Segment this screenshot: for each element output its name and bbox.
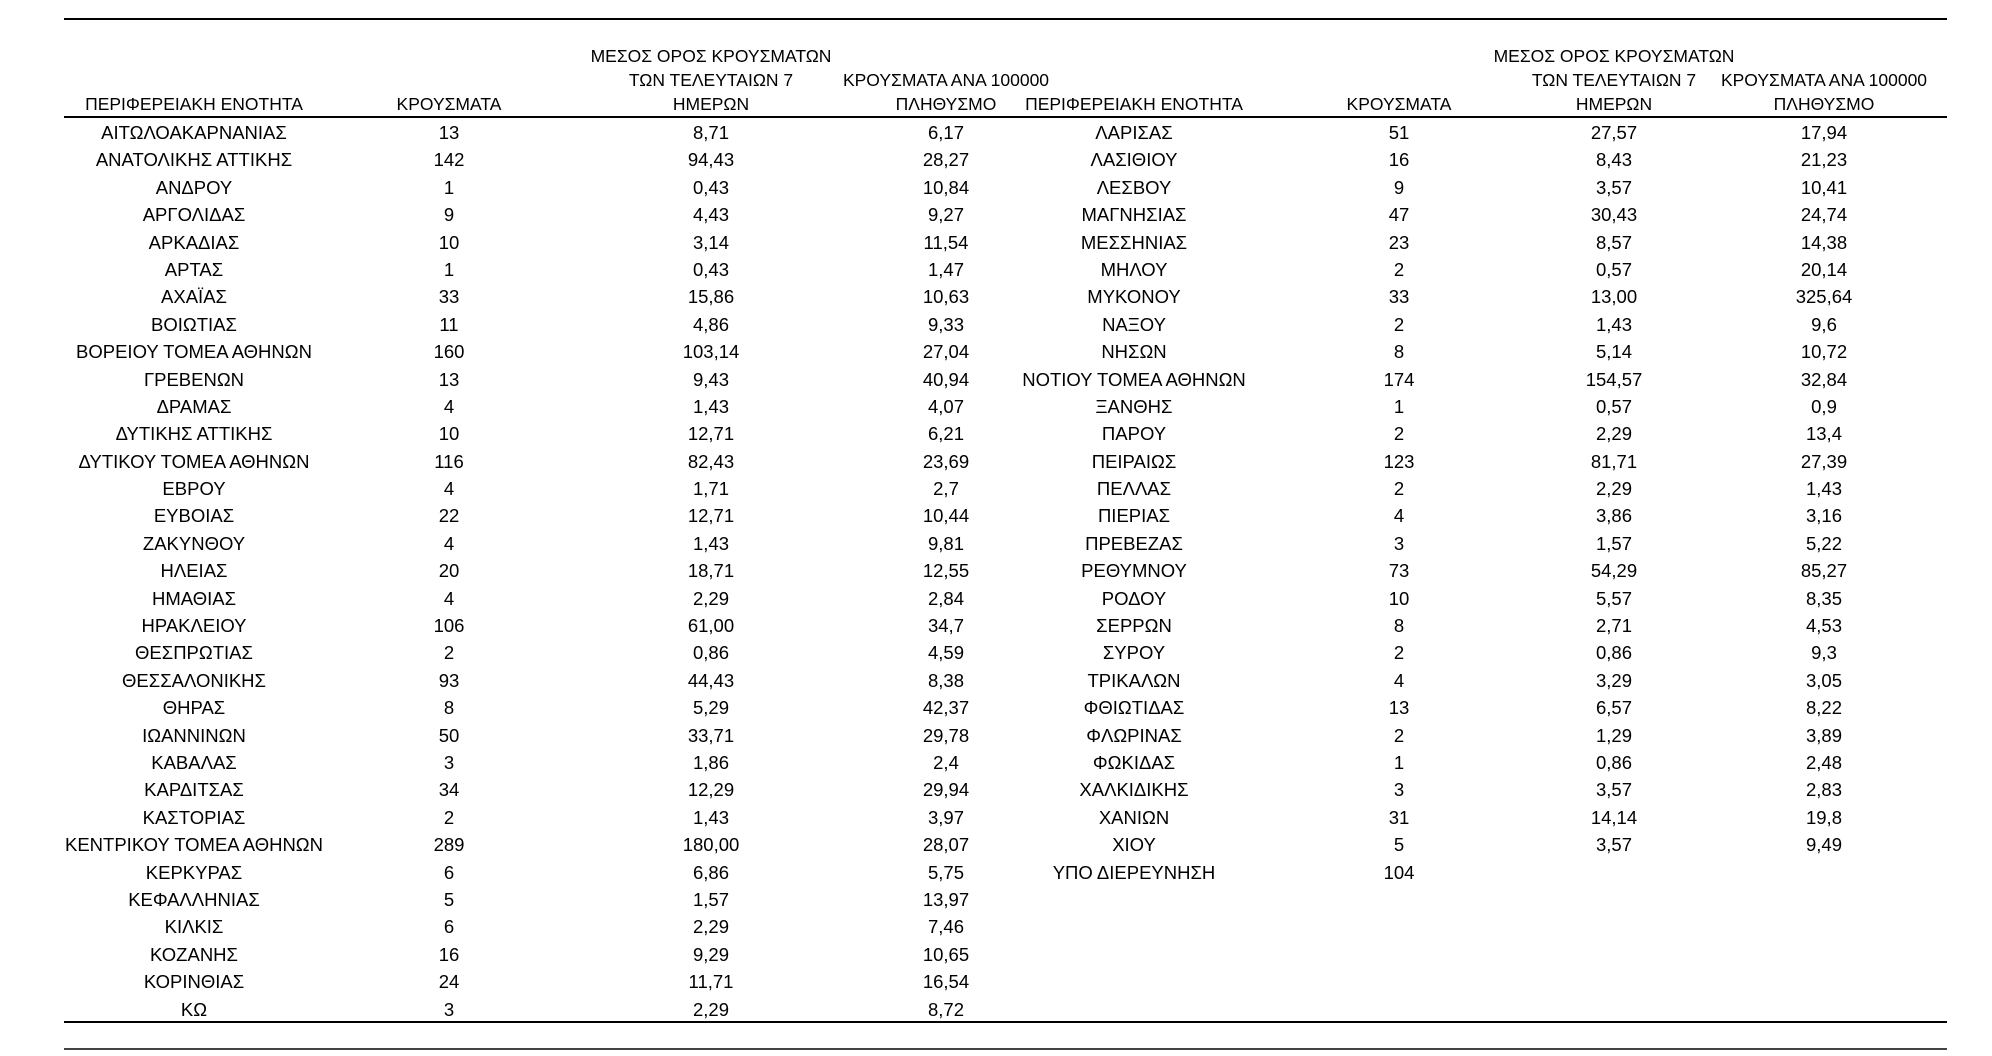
per100k-cell: 2,83 [1805,779,1842,801]
region-cell: ΣΕΡΡΩΝ [1096,615,1172,637]
avg7-cell: 18,71 [687,560,735,582]
avg7-cell: 81,71 [1590,450,1638,472]
avg7-cell: 27,57 [1590,122,1638,143]
avg7-cell: 4,86 [692,313,729,335]
header-cases: ΚΡΟΥΣΜΑΤΑ [1346,94,1452,114]
cases-cell: 2 [443,642,455,664]
region-cell: ΚΕΦΑΛΛΗΝΙΑΣ [128,888,260,910]
header-region: ΠΕΡΙΦΕΡΕΙΑΚΗ ΕΝΟΤΗΤΑ [1025,94,1243,114]
region-cell: ΕΥΒΟΙΑΣ [153,505,235,527]
per100k-cell: 23,69 [922,450,970,472]
cases-cell: 104 [1383,861,1415,883]
avg7-cell: 8,57 [1595,231,1632,253]
region-cell: ΑΧΑΪΑΣ [161,286,227,308]
region-cell: ΠΑΡΟΥ [1101,423,1167,445]
avg7-cell: 14,14 [1590,806,1638,828]
cases-cell: 2 [1393,423,1405,445]
avg7-cell: 9,43 [692,368,729,390]
cases-cell: 2 [1393,724,1405,746]
avg7-cell: 2,29 [692,587,729,609]
per100k-cell: 13,97 [922,888,970,910]
per100k-cell: 10,65 [922,943,970,965]
header-rule [64,116,1947,118]
region-cell: ΜΥΚΟΝΟΥ [1087,286,1181,308]
cases-cell: 24 [438,971,460,993]
cases-cell: 31 [1388,806,1410,828]
cases-cell: 10 [438,231,460,253]
cases-cell: 174 [1383,368,1415,390]
per100k-cell: 0,9 [1811,395,1837,417]
region-cell: ΔΡΑΜΑΣ [156,395,232,417]
avg7-cell: 1,43 [692,395,729,417]
cases-cell: 10 [438,423,460,445]
region-cell: ΕΒΡΟΥ [162,478,226,500]
per100k-cell: 2,84 [927,587,964,609]
cases-cell: 106 [433,615,465,637]
header-per100k: ΚΡΟΥΣΜΑΤΑ ΑΝΑ 100000 ΠΛΗΘΥΣΜΟ [842,70,1050,114]
cases-cell: 4 [443,587,455,609]
cases-cell: 34 [438,779,460,801]
region-cell: ΑΝΔΡΟΥ [155,176,233,198]
region-cell: ΦΩΚΙΔΑΣ [1092,751,1176,773]
per100k-cell: 14,38 [1800,231,1848,253]
per100k-cell: 12,55 [922,560,970,582]
per100k-cell: 20,14 [1800,258,1848,280]
avg7-cell: 94,43 [687,149,735,171]
cases-cell: 3 [1393,532,1405,554]
per100k-cell: 2,4 [933,751,959,773]
per100k-cell: 6,21 [927,423,964,445]
avg7-cell: 3,57 [1595,176,1632,198]
cases-cell: 33 [1388,286,1410,308]
per100k-cell: 28,27 [922,149,970,171]
avg7-cell: 3,29 [1595,669,1632,691]
avg7-cell: 2,29 [692,916,729,938]
cases-cell: 4 [443,478,455,500]
avg7-cell: 2,71 [1595,615,1632,637]
cases-cell: 123 [1383,450,1415,472]
cases-cell: 6 [443,861,455,883]
region-cell: ΦΛΩΡΙΝΑΣ [1086,724,1182,746]
cases-cell: 2 [1393,258,1405,280]
avg7-cell: 54,29 [1590,560,1638,582]
per100k-cell: 325,64 [1795,286,1853,308]
per100k-cell: 4,53 [1805,615,1842,637]
per100k-cell: 42,37 [922,697,970,719]
per100k-cell: 29,94 [922,779,970,801]
header-region: ΠΕΡΙΦΕΡΕΙΑΚΗ ΕΝΟΤΗΤΑ [85,94,303,114]
per100k-cell: 28,07 [922,834,970,856]
region-cell: ΠΕΙΡΑΙΩΣ [1091,450,1177,472]
per100k-cell: 29,78 [922,724,970,746]
avg7-cell: 0,43 [692,258,729,280]
region-cell: ΣΥΡΟΥ [1102,642,1166,664]
per100k-cell: 1,43 [1805,478,1842,500]
cases-cell: 50 [438,724,460,746]
cases-cell: 9 [443,204,455,226]
avg7-cell: 3,14 [692,231,729,253]
avg7-cell: 11,71 [688,971,734,993]
avg7-cell: 8,71 [692,122,729,143]
per100k-cell: 8,72 [927,998,964,1020]
region-cell: ΘΗΡΑΣ [162,697,226,719]
avg7-cell: 33,71 [687,724,735,746]
cases-cell: 16 [1388,149,1410,171]
region-cell: ΚΩ [180,998,208,1020]
cases-cell: 3 [443,998,455,1020]
avg7-cell: 6,57 [1595,697,1632,719]
avg7-cell: 0,57 [1595,258,1632,280]
avg7-cell: 13,00 [1590,286,1638,308]
region-cell: ΥΠΟ ΔΙΕΡΕΥΝΗΣΗ [1052,861,1216,883]
per100k-cell: 40,94 [922,368,970,390]
region-cell: ΛΑΣΙΘΙΟΥ [1090,149,1178,171]
bottom-rule [64,1021,1947,1023]
footer-rule [64,1048,1947,1050]
region-cell: ΜΗΛΟΥ [1100,258,1168,280]
per100k-cell: 32,84 [1800,368,1848,390]
cases-cell: 51 [1388,122,1410,143]
per100k-cell: 13,4 [1805,423,1842,445]
avg7-cell: 5,57 [1595,587,1632,609]
per100k-cell: 27,04 [922,341,970,363]
per100k-cell: 10,44 [922,505,970,527]
per100k-cell: 3,97 [927,806,964,828]
avg7-cell: 5,29 [692,697,729,719]
avg7-cell: 1,43 [1595,313,1632,335]
region-cell: ΗΛΕΙΑΣ [160,560,228,582]
avg7-cell: 15,86 [687,286,735,308]
avg7-cell: 3,57 [1595,779,1632,801]
cases-cell: 4 [1393,669,1405,691]
per100k-cell: 2,48 [1805,751,1842,773]
region-cell: ΒΟΙΩΤΙΑΣ [151,313,237,335]
avg7-cell: 3,86 [1595,505,1632,527]
avg7-cell: 6,86 [692,861,729,883]
cases-cell: 5 [1393,834,1405,856]
region-cell: ΚΕΝΤΡΙΚΟΥ ΤΟΜΕΑ ΑΘΗΝΩΝ [65,834,323,856]
region-cell: ΚΑΣΤΟΡΙΑΣ [142,806,246,828]
avg7-cell: 2,29 [1595,478,1632,500]
per100k-cell: 2,7 [933,478,959,500]
region-cell: ΚΟΖΑΝΗΣ [150,943,238,965]
region-cell: ΜΕΣΣΗΝΙΑΣ [1080,231,1188,253]
per100k-cell: 5,75 [927,861,964,883]
cases-cell: 116 [434,450,464,472]
per100k-cell: 21,23 [1800,149,1848,171]
header-cases: ΚΡΟΥΣΜΑΤΑ [396,94,502,114]
region-cell: ΦΘΙΩΤΙΔΑΣ [1083,697,1185,719]
per100k-cell: 1,47 [927,258,964,280]
cases-cell: 9 [1393,176,1405,198]
avg7-cell: 0,86 [1595,751,1632,773]
per100k-cell: 19,8 [1805,806,1842,828]
region-cell: ΗΜΑΘΙΑΣ [151,587,237,609]
region-cell: ΓΡΕΒΕΝΩΝ [143,368,245,390]
cases-cell: 289 [433,834,465,856]
region-cell: ΝΗΣΩΝ [1101,341,1167,363]
region-cell: ΙΩΑΝΝΙΝΩΝ [142,724,246,746]
region-cell: ΧΙΟΥ [1112,834,1156,856]
avg7-cell: 1,57 [1595,532,1632,554]
avg7-cell: 1,43 [692,532,729,554]
cases-cell: 3 [443,751,455,773]
cases-cell: 73 [1388,560,1410,582]
region-cell: ΔΥΤΙΚΟΥ ΤΟΜΕΑ ΑΘΗΝΩΝ [78,450,310,472]
region-cell: ΛΑΡΙΣΑΣ [1095,122,1173,143]
cases-cell: 142 [433,149,465,171]
region-cell: ΠΕΛΛΑΣ [1096,478,1172,500]
cases-cell: 23 [1388,231,1410,253]
header-avg7: ΜΕΣΟΣ ΟΡΟΣ ΚΡΟΥΣΜΑΤΩΝ ΤΩΝ ΤΕΛΕΥΤΑΙΩΝ 7 ΗΜΕΡΩΝ [1493,46,1735,114]
per100k-cell: 16,54 [922,971,970,993]
cases-cell: 20 [438,560,460,582]
cases-cell: 10 [1388,587,1410,609]
cases-cell: 1 [1393,751,1405,773]
cases-cell: 8 [443,697,455,719]
region-cell: ΑΙΤΩΛΟΑΚΑΡΝΑΝΙΑΣ [101,122,287,143]
per100k-cell: 17,94 [1800,122,1848,143]
per100k-cell: 9,33 [927,313,964,335]
avg7-cell: 12,29 [687,779,735,801]
per100k-cell: 27,39 [1800,450,1848,472]
region-cell: ΖΑΚΥΝΘΟΥ [142,532,246,554]
per100k-cell: 8,22 [1805,697,1842,719]
cases-cell: 11 [439,313,459,335]
region-cell: ΝΟΤΙΟΥ ΤΟΜΕΑ ΑΘΗΝΩΝ [1022,368,1246,390]
avg7-cell: 12,71 [687,505,735,527]
region-cell: ΚΑΒΑΛΑΣ [151,751,237,773]
per100k-cell: 4,07 [927,395,964,417]
region-cell: ΘΕΣΠΡΩΤΙΑΣ [135,642,253,664]
avg7-cell: 103,14 [682,341,740,363]
per100k-cell: 10,41 [1800,176,1848,198]
cases-cell: 8 [1393,615,1405,637]
per100k-cell: 9,81 [927,532,964,554]
region-cell: ΔΥΤΙΚΗΣ ΑΤΤΙΚΗΣ [115,423,273,445]
per100k-cell: 85,27 [1800,560,1848,582]
cases-cell: 160 [433,341,465,363]
region-cell: ΚΑΡΔΙΤΣΑΣ [144,779,244,801]
cases-cell: 1 [443,176,455,198]
region-cell: ΑΝΑΤΟΛΙΚΗΣ ΑΤΤΙΚΗΣ [95,149,293,171]
top-rule [64,18,1947,20]
region-cell: ΚΕΡΚΥΡΑΣ [145,861,243,883]
region-cell: ΠΡΕΒΕΖΑΣ [1085,532,1183,554]
region-cell: ΑΡΚΑΔΙΑΣ [148,231,240,253]
avg7-cell: 1,57 [692,888,729,910]
per100k-cell: 4,59 [927,642,964,664]
avg7-cell: 82,43 [687,450,735,472]
region-cell: ΞΑΝΘΗΣ [1095,395,1173,417]
per100k-cell: 8,38 [927,669,964,691]
cases-cell: 6 [443,916,455,938]
cases-cell: 4 [443,395,455,417]
avg7-cell: 1,86 [692,751,729,773]
avg7-cell: 8,43 [1595,149,1632,171]
avg7-cell: 180,00 [682,834,740,856]
cases-cell: 2 [1393,478,1405,500]
per100k-cell: 9,6 [1811,313,1837,335]
cases-cell: 1 [443,258,455,280]
per100k-cell: 10,72 [1800,341,1848,363]
region-cell: ΛΕΣΒΟΥ [1096,176,1172,198]
header-avg7: ΜΕΣΟΣ ΟΡΟΣ ΚΡΟΥΣΜΑΤΩΝ ΤΩΝ ΤΕΛΕΥΤΑΙΩΝ 7 ΗΜΕΡΩΝ [590,46,832,114]
per100k-cell: 9,3 [1811,642,1837,664]
cases-cell: 2 [443,806,455,828]
avg7-cell: 0,86 [692,642,729,664]
cases-cell: 93 [438,669,460,691]
cases-cell: 2 [1393,642,1405,664]
avg7-cell: 4,43 [692,204,729,226]
region-cell: ΠΙΕΡΙΑΣ [1097,505,1171,527]
cases-cell: 5 [443,888,455,910]
avg7-cell: 30,43 [1590,204,1638,226]
avg7-cell: 0,43 [692,176,729,198]
region-cell: ΧΑΝΙΩΝ [1098,806,1170,828]
per100k-cell: 6,17 [927,122,964,143]
per100k-cell: 10,63 [922,286,970,308]
avg7-cell: 2,29 [1595,423,1632,445]
region-cell: ΧΑΛΚΙΔΙΚΗΣ [1079,779,1189,801]
avg7-cell: 61,00 [687,615,735,637]
cases-cell: 13 [1388,697,1410,719]
per100k-cell: 9,27 [927,204,964,226]
per100k-cell: 3,89 [1805,724,1842,746]
avg7-cell: 1,71 [692,478,729,500]
cases-cell: 33 [438,286,460,308]
cases-cell: 8 [1393,341,1405,363]
region-cell: ΗΡΑΚΛΕΙΟΥ [141,615,247,637]
region-cell: ΒΟΡΕΙΟΥ ΤΟΜΕΑ ΑΘΗΝΩΝ [76,341,312,363]
region-cell: ΡΕΘΥΜΝΟΥ [1081,560,1187,582]
avg7-cell: 2,29 [692,998,729,1020]
per100k-cell: 11,54 [923,231,969,253]
avg7-cell: 1,29 [1595,724,1632,746]
cases-cell: 3 [1393,779,1405,801]
avg7-cell: 5,14 [1595,341,1632,363]
cases-cell: 13 [438,122,460,143]
avg7-cell: 12,71 [687,423,735,445]
cases-cell: 22 [438,505,460,527]
avg7-cell: 0,57 [1595,395,1632,417]
region-cell: ΚΙΛΚΙΣ [164,916,224,938]
per100k-cell: 10,84 [922,176,970,198]
avg7-cell: 154,57 [1585,368,1643,390]
per100k-cell: 5,22 [1805,532,1842,554]
per100k-cell: 3,16 [1805,505,1842,527]
avg7-cell: 1,43 [692,806,729,828]
per100k-cell: 9,49 [1805,834,1842,856]
cases-cell: 16 [438,943,460,965]
region-cell: ΑΡΓΟΛΙΔΑΣ [142,204,246,226]
cases-cell: 4 [1393,505,1405,527]
cases-cell: 1 [1393,395,1405,417]
per100k-cell: 8,35 [1805,587,1842,609]
cases-cell: 47 [1388,204,1410,226]
per100k-cell: 24,74 [1800,204,1848,226]
per100k-cell: 3,05 [1805,669,1842,691]
region-cell: ΘΕΣΣΑΛΟΝΙΚΗΣ [122,669,266,691]
header-per100k: ΚΡΟΥΣΜΑΤΑ ΑΝΑ 100000 ΠΛΗΘΥΣΜΟ [1720,70,1928,114]
region-cell: ΝΑΞΟΥ [1102,313,1166,335]
avg7-cell: 0,86 [1595,642,1632,664]
cases-cell: 2 [1393,313,1405,335]
region-cell: ΑΡΤΑΣ [164,258,224,280]
cases-cell: 4 [443,532,455,554]
region-cell: ΤΡΙΚΑΛΩΝ [1087,669,1181,691]
cases-report-sheet [64,18,1947,1048]
region-cell: ΡΟΔΟΥ [1101,587,1167,609]
avg7-cell: 44,43 [687,669,735,691]
per100k-cell: 7,46 [927,916,964,938]
cases-cell: 13 [438,368,460,390]
avg7-cell: 3,57 [1595,834,1632,856]
region-cell: ΜΑΓΝΗΣΙΑΣ [1081,204,1187,226]
avg7-cell: 9,29 [692,943,729,965]
per100k-cell: 34,7 [927,615,964,637]
region-cell: ΚΟΡΙΝΘΙΑΣ [143,971,245,993]
